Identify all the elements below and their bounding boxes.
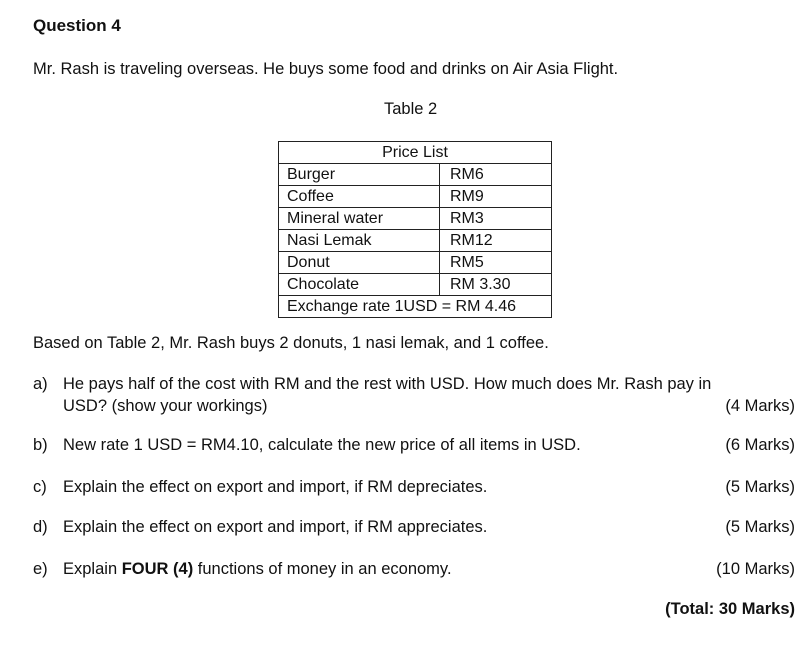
part-a-marks: (4 Marks) xyxy=(725,397,795,415)
part-e-letter: e) xyxy=(33,560,48,578)
question-intro: Mr. Rash is traveling overseas. He buys some food and drinks on Air Asia Flight. xyxy=(33,60,619,78)
item-price: RM6 xyxy=(440,164,552,186)
table-row xyxy=(279,230,552,252)
item-name: Coffee xyxy=(279,186,440,208)
part-c-letter: c) xyxy=(33,478,47,496)
part-e-text-after: functions of money in an economy. xyxy=(193,560,452,578)
table-header-row xyxy=(279,142,552,164)
item-price: RM12 xyxy=(440,230,552,252)
part-b-text: New rate 1 USD = RM4.10, calculate the new price of all items in USD. xyxy=(63,436,581,454)
item-name: Burger xyxy=(279,164,440,186)
table-row xyxy=(279,252,552,274)
item-name: Mineral water xyxy=(279,208,440,230)
item-price: RM3 xyxy=(440,208,552,230)
table-row xyxy=(279,164,552,186)
part-c-marks: (5 Marks) xyxy=(725,478,795,496)
part-b-letter: b) xyxy=(33,436,48,454)
question-title: Question 4 xyxy=(33,16,121,35)
question-context: Based on Table 2, Mr. Rash buys 2 donuts, 1 nasi lemak, and 1 coffee. xyxy=(33,334,549,352)
exchange-rate: Exchange rate 1USD = RM 4.46 xyxy=(279,296,552,318)
item-name: Nasi Lemak xyxy=(279,230,440,252)
part-a-letter: a) xyxy=(33,375,48,393)
part-b-marks: (6 Marks) xyxy=(725,436,795,454)
part-e-marks: (10 Marks) xyxy=(716,560,795,578)
table-header: Price List xyxy=(279,142,552,164)
part-e-text-bold: FOUR (4) xyxy=(121,560,194,578)
part-c-text: Explain the effect on export and import, if RM depreciates. xyxy=(63,478,488,496)
part-d-text: Explain the effect on export and import, if RM appreciates. xyxy=(63,518,488,536)
part-e-text-before: Explain xyxy=(63,560,122,578)
item-price: RM9 xyxy=(440,186,552,208)
item-price: RM 3.30 xyxy=(440,274,552,296)
part-e-text xyxy=(63,560,452,579)
part-a-text-line1: He pays half of the cost with RM and the rest with USD. How much does Mr. Rash pay in xyxy=(63,375,712,393)
item-name: Donut xyxy=(279,252,440,274)
table-row xyxy=(279,208,552,230)
item-price: RM5 xyxy=(440,252,552,274)
total-marks: (Total: 30 Marks) xyxy=(665,600,795,618)
table-caption: Table 2 xyxy=(384,100,438,118)
part-d-letter: d) xyxy=(33,518,48,536)
table-row xyxy=(279,274,552,296)
part-a-text-line2: USD? (show your workings) xyxy=(63,397,268,415)
part-d-marks: (5 Marks) xyxy=(725,518,795,536)
table-row xyxy=(279,186,552,208)
price-list-table xyxy=(278,141,552,318)
item-name: Chocolate xyxy=(279,274,440,296)
table-footer-row xyxy=(279,296,552,318)
